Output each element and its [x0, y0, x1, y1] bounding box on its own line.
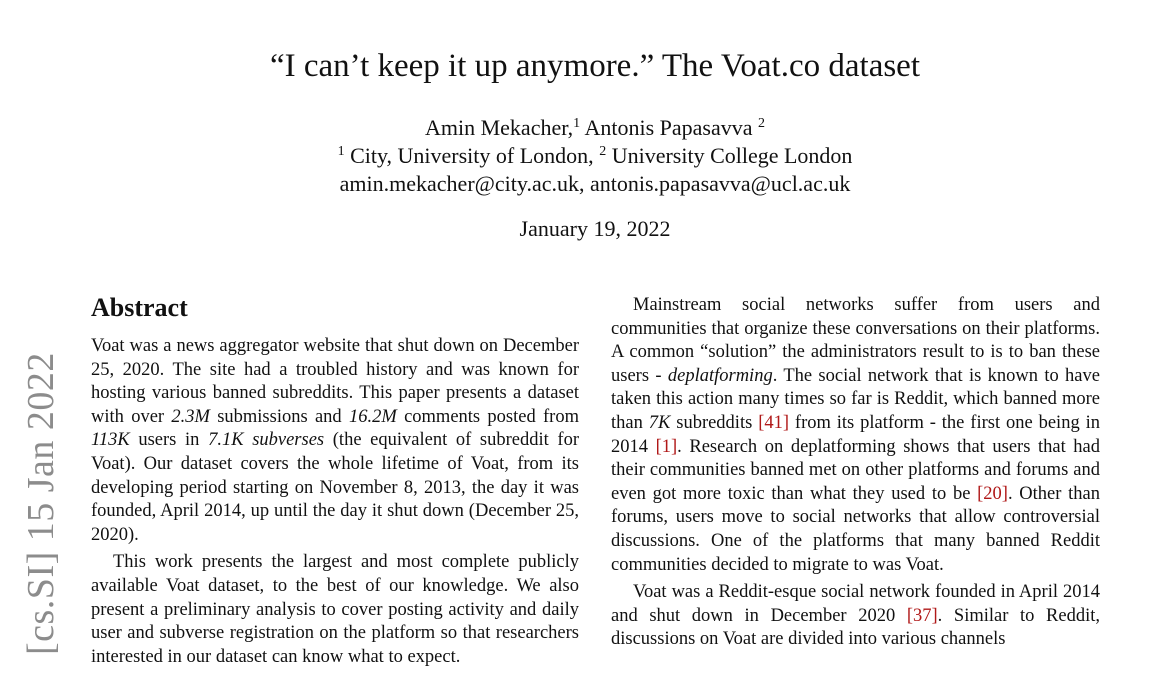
- emphasis: deplatforming: [667, 365, 773, 386]
- text-run: Voat was a Reddit-esque social network founded in April 2014 and shut down in December 2020: [611, 582, 1100, 626]
- abstract-paragraph-1: [91, 335, 579, 547]
- text-run: submissions and: [209, 406, 349, 427]
- abstract-paragraph-2: This work presents the largest and most complete publicly available Voat dataset, to the best of our knowledge. We also present a preliminary analysis to cover posting activity and daily user and subverse registration on the platform so that researchers interested in our dataset can know what to expect.: [91, 552, 579, 667]
- math-value: 7.1K: [208, 430, 244, 451]
- intro-paragraph-2: [611, 581, 1100, 652]
- text-run: . Similar to Reddit, discussions on Voat are divided into various channels: [611, 605, 1100, 650]
- math-value: 2.3M: [171, 406, 210, 427]
- text-run: from its platform - the first one being in 2014: [611, 412, 1100, 457]
- introduction-body: [611, 294, 1100, 656]
- affiliations: [0, 142, 1176, 170]
- text-run: . The social network that is known to have taken this action many times so far is Reddit, which banned more than: [611, 365, 1100, 433]
- text-run: users in: [129, 430, 209, 451]
- author-1-affiliation-mark: 1: [573, 116, 581, 131]
- affiliation-1-name: City, University of London,: [350, 143, 594, 168]
- author-names: [0, 114, 1176, 142]
- citation-link[interactable]: [20]: [977, 483, 1008, 504]
- text-run: . Research on deplatforming shows that users that had their communities banned met on other platforms and forums and even got more toxic than what they used to be: [611, 436, 1101, 504]
- author-2-affiliation-mark: 2: [758, 116, 765, 131]
- author-block: [0, 114, 1176, 198]
- emphasis: subverses: [252, 430, 325, 451]
- author-1-name: Amin Mekacher,: [424, 115, 574, 140]
- math-value: 7K: [648, 412, 671, 433]
- text-run: subreddits: [670, 412, 759, 433]
- text-run: . Other than forums, users move to social networks that allow controversial discussions. One of the platforms that many banned Reddit communities decided to migrate to was Voat.: [611, 483, 1100, 575]
- paper-title: “I can’t keep it up anymore.” The Voat.co dataset: [270, 48, 920, 84]
- citation-link[interactable]: [37]: [906, 605, 938, 626]
- text-run: Mainstream social networks suffer from users and communities that organize these conversations on their platforms. A common “solution” the administrators result to is to ban these users -: [611, 295, 1100, 386]
- arxiv-identifier-stamp: [cs.SI] 15 Jan 2022: [20, 352, 62, 655]
- citation-link[interactable]: [1]: [655, 436, 678, 457]
- intro-paragraph-1: [611, 294, 1100, 577]
- citation-link[interactable]: [41]: [758, 412, 790, 433]
- abstract-body: [91, 335, 579, 673]
- author-2-name: Antonis Papasavva: [584, 115, 753, 140]
- math-value: 113K: [91, 430, 130, 451]
- author-emails: amin.mekacher@city.ac.uk, antonis.papasavva@ucl.ac.uk: [339, 171, 851, 196]
- text-run: (the equivalent of subreddit for Voat). Our dataset covers the whole lifetime of Voat, from its developing period starting on November 8, 2013, the day it was founded, April 2014, up until the day it shut down (December 25, 2020).: [91, 430, 579, 545]
- math-value: 16.2M: [348, 406, 397, 427]
- affiliation-2-name: University College London: [611, 143, 853, 168]
- text-run: comments posted from: [396, 406, 579, 427]
- affiliation-2-mark: 2: [599, 144, 607, 159]
- abstract-heading: Abstract: [91, 293, 188, 322]
- affiliation-1-mark: 1: [337, 144, 345, 159]
- text-run: Voat was a news aggregator website that shut down on December 25, 2020. The site had a troubled history and was known for hosting various banned subreddits. This paper presents a dataset with over: [91, 336, 579, 427]
- text-run: [244, 430, 253, 450]
- paper-date: January 19, 2022: [519, 216, 671, 241]
